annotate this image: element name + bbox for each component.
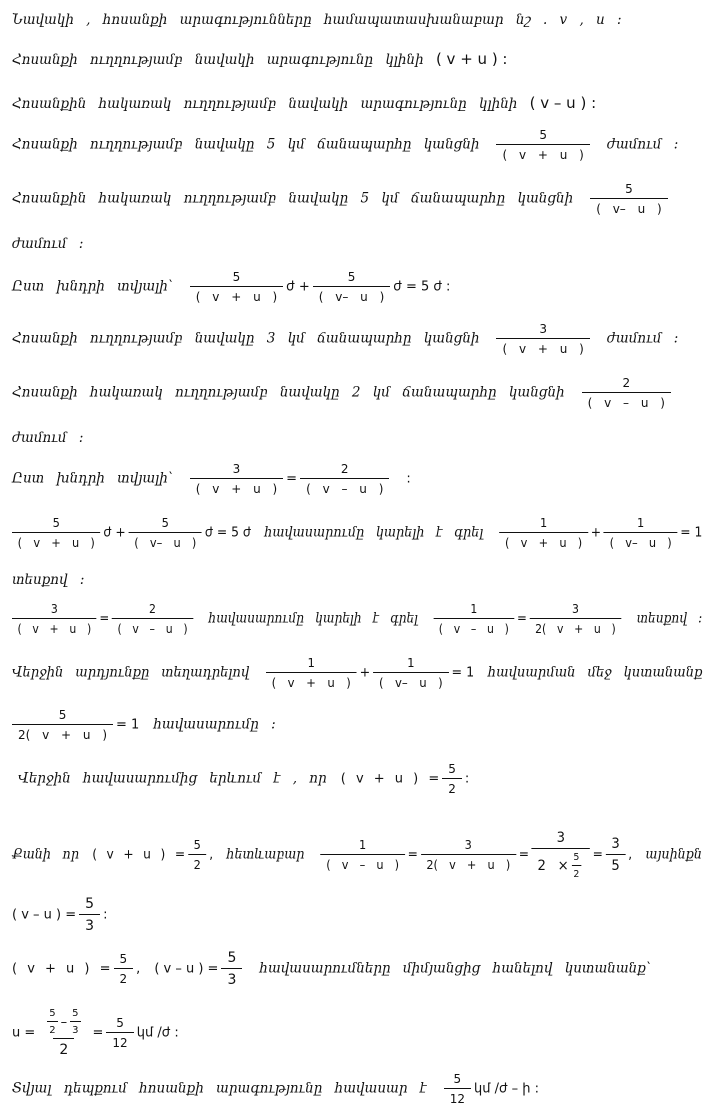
text-line-20	[12, 950, 651, 988]
text-line-10	[12, 430, 83, 446]
math: ( v – u ) =	[12, 907, 77, 923]
fraction: $\frac{5}{( v- u )}$	[129, 516, 202, 550]
fraction: 3 2 × $\frac{5}{2}$	[532, 830, 590, 880]
text: Հոսանքին հակառակ ուղղությամբ նավակը 5 կմ ճանապարհը կանցնի	[12, 190, 574, 207]
fraction: $\frac{5}{2( v + u )}$	[12, 708, 113, 742]
math: :	[464, 771, 470, 787]
text: ժամում :	[12, 430, 84, 446]
fraction: $\frac{2}{( v - u )}$	[582, 376, 671, 410]
text-line-7	[12, 270, 450, 304]
math: =	[517, 611, 527, 627]
text: Հոսանքի ուղղությամբ նավակը 3 կմ ճանապարհը կանցնի	[12, 330, 480, 347]
fraction: $\frac{5}{3}$	[79, 896, 100, 934]
fraction: $\frac{5}{3}$	[221, 950, 242, 988]
fraction: $\frac{5}{2}$	[49, 1008, 56, 1036]
text-line-1	[12, 12, 622, 28]
math: ժ = 5 ժ :	[393, 279, 451, 295]
fraction: $\frac{5}{12}$	[106, 1016, 133, 1050]
text: Հոսանքի հակառակ ուղղությամբ նավակը 2 կմ ճանապարհը կանցնի	[12, 384, 565, 401]
fraction: $\frac{1}{( v- u )}$	[373, 656, 448, 690]
text: հավասարումը կարելի է գրել	[208, 610, 418, 627]
text: Ըստ խնդրի տվյալի՝	[12, 470, 173, 487]
fraction: $\frac{3}{( v + u )}$	[496, 322, 589, 356]
fraction: $\frac{1}{( v - u )}$	[433, 602, 514, 636]
text-line-22	[12, 1072, 539, 1106]
fraction: $\frac{3}{5}$	[606, 836, 626, 874]
text: հետևաբար	[226, 846, 305, 863]
math: ( v + u ) =	[12, 961, 111, 977]
math: ժ +	[103, 525, 126, 541]
text: ժամում :	[606, 136, 679, 153]
text: տեսքով :	[636, 610, 703, 627]
fraction: $\frac{5}{2}$	[114, 952, 134, 986]
math: = 1	[116, 717, 140, 733]
text-line-13	[12, 572, 84, 588]
math: =	[92, 1025, 104, 1041]
math: =	[99, 611, 110, 627]
math: =	[592, 847, 603, 863]
fraction: $\frac{3}{( v + u )}$	[190, 462, 283, 496]
text: Նավակի , հոսանքի արագությունները համապատասխանաբար նշ . v , u :	[12, 12, 622, 28]
text-line-15	[12, 656, 702, 690]
math: =	[518, 847, 530, 863]
text: հավասարումը կարելի է գրել	[264, 524, 484, 541]
fraction: $\frac{5}{12}$	[444, 1072, 471, 1106]
math: +	[359, 665, 371, 681]
fraction: $\frac{1}{( v + u )}$	[499, 516, 588, 550]
fraction: $\frac{5}{2}$	[188, 838, 207, 872]
text: ժամում :	[12, 236, 84, 252]
math: ,	[628, 847, 633, 863]
text: այսինքն	[645, 846, 702, 863]
text-line-19	[12, 896, 107, 934]
text-line-4	[12, 128, 678, 162]
text: Հոսանքին հակառակ ուղղությամբ նավակի արագությունը կլինի	[12, 96, 518, 112]
text-line-12	[12, 516, 702, 550]
text: տեսքով :	[12, 572, 85, 588]
text: Հոսանքի ուղղությամբ նավակի արագությունը կլինի	[12, 52, 424, 68]
fraction: $\frac{5}{2}$ – $\frac{5}{3}$ 2	[49, 1008, 79, 1058]
math: =	[407, 847, 418, 863]
text: Հոսանքի ուղղությամբ նավակը 5 կմ ճանապարհը կանցնի	[12, 136, 480, 153]
math: ( v – u ) :	[529, 94, 597, 112]
math: կմ /ժ :	[136, 1025, 179, 1041]
text-line-16	[12, 708, 276, 742]
math: = 1	[680, 525, 703, 541]
text: Վերջին արդյունքը տեղադրելով	[12, 664, 250, 681]
text: հավասարումը :	[153, 716, 276, 733]
math: կմ /ժ – ի :	[473, 1081, 540, 1097]
math: =	[286, 471, 298, 487]
text-line-17	[18, 762, 469, 796]
fraction: $\frac{2}{( v - u )}$	[112, 602, 193, 636]
fraction: $\frac{5}{( v + u )}$	[12, 516, 101, 550]
text: Վերջին հավասարումից երևում է , որ	[18, 770, 327, 787]
fraction: $\frac{2}{( v - u )}$	[300, 462, 389, 496]
fraction: $\frac{5}{( v + u )}$	[190, 270, 283, 304]
math: +	[590, 525, 602, 541]
fraction: $\frac{1}{( v- u )}$	[604, 516, 677, 550]
fraction: $\frac{5}{2}$	[573, 852, 580, 880]
fraction: $\frac{5}{( v- u )}$	[590, 182, 668, 216]
math: ( v + u ) =	[340, 771, 440, 787]
text: Տվյալ դեպքում հոսանքի արագությունը հավասար է	[12, 1080, 427, 1097]
math: ժ +	[286, 279, 310, 295]
fraction: $\frac{5}{( v- u )}$	[313, 270, 391, 304]
math: ( v + u ) :	[435, 50, 508, 68]
fraction: $\frac{1}{( v + u )}$	[266, 656, 357, 690]
math: ( v – u ) =	[154, 961, 219, 977]
text: Քանի որ	[12, 846, 80, 863]
text-line-18	[12, 830, 702, 880]
fraction: $\frac{5}{( v + u )}$	[496, 128, 589, 162]
text: Ըստ խնդրի տվյալի՝	[12, 278, 173, 295]
text-line-14	[12, 602, 702, 636]
math: ( v + u ) =	[92, 847, 186, 863]
text-line-2	[12, 50, 508, 68]
text: հավասարումները միմյանցից հանելով կստանանք՝	[259, 960, 651, 977]
fraction: $\frac{3}{2( v + u )}$	[530, 602, 622, 636]
math: u =	[12, 1025, 36, 1041]
text: հավսարման մեջ կստանանք	[487, 664, 703, 681]
math: ,	[136, 961, 141, 977]
math: :	[103, 907, 108, 923]
text-line-3	[12, 94, 596, 112]
text-line-11	[12, 462, 411, 496]
math: ,	[209, 847, 214, 863]
fraction: $\frac{1}{( v - u )}$	[321, 838, 405, 872]
text-line-5	[12, 182, 671, 216]
fraction: $\frac{3}{2( v + u )}$	[421, 838, 516, 872]
text-line-6	[12, 236, 83, 252]
math: ժ = 5 ժ	[204, 525, 251, 541]
text-line-21	[12, 1008, 179, 1058]
text-line-9	[12, 376, 674, 410]
fraction: $\frac{5}{3}$	[72, 1008, 79, 1036]
math: = 1	[451, 665, 475, 681]
fraction: $\frac{3}{( v + u )}$	[12, 602, 97, 636]
math: :	[406, 471, 411, 487]
text-line-8	[12, 322, 678, 356]
fraction: $\frac{5}{2}$	[442, 762, 462, 796]
text: ժամում :	[606, 330, 679, 347]
